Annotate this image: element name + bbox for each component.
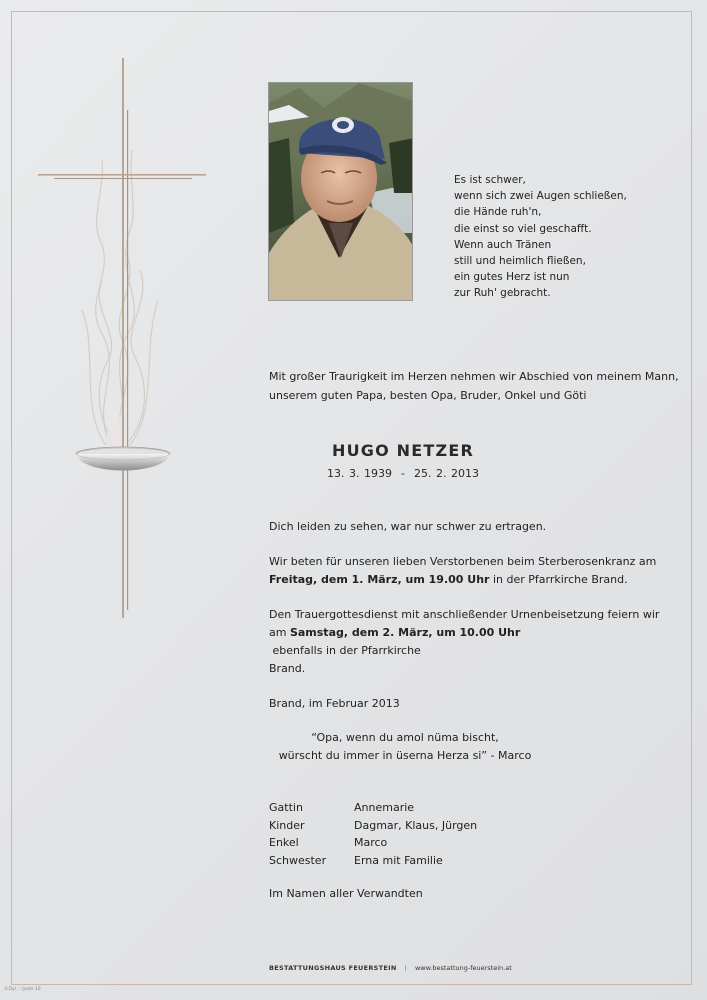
intro-line: unserem guten Papa, besten Opa, Bruder, Onkel und Göti [269,389,587,402]
relative-names: Marco [354,836,388,849]
place-date-text: Brand, im Februar 2013 [269,697,400,710]
relative-role: Enkel [269,836,299,849]
poem-line: die Hände ruh'n, [454,206,542,219]
paragraph-funeral [269,606,669,678]
paragraph-text: Wir beten für unseren lieben Verstorbenen beim Sterberosenkranz am [269,555,657,568]
funeral-home-url[interactable]: www.bestattung-feuerstein.at [414,964,512,972]
quote-line: würscht du immer in üserna Herza si” - Marco [278,749,532,762]
life-dates: 13. 3. 1939 - 25. 2. 2013 [327,467,479,480]
footer [269,964,512,972]
funeral-date: Samstag, dem 2. März, um 10.00 Uhr [289,626,521,639]
place-date [269,695,669,713]
paragraph-text: Brand. [269,662,306,675]
poem [454,172,627,302]
relative-names: Annemarie [354,801,415,814]
relative-role: Gattin [269,801,303,814]
relative-row [269,799,477,817]
relative-names: Erna mit Familie [354,853,443,867]
corner-note: ©Dyl. – Juste 10 [4,987,41,992]
cross-with-flame-icon [30,50,220,630]
relative-row [269,852,477,870]
footer-separator: | [404,964,407,972]
deceased-name: HUGO NETZER [332,441,474,460]
relatives-list [269,799,477,869]
relative-row [269,834,477,852]
paragraph-text: Dich leiden zu sehen, war nur schwer zu ertragen. [269,520,547,533]
funeral-home-name: BESTATTUNGSHAUS FEUERSTEIN [269,964,397,972]
intro-line: Mit großer Traurigkeit im Herzen nehmen wir Abschied von meinem Mann, [269,370,679,383]
portrait-photo [268,82,413,301]
poem-line: Wenn auch Tränen [454,238,552,251]
relative-names: Dagmar, Klaus, Jürgen [354,818,478,832]
paragraph-text: am [269,626,290,639]
paragraph-rosary [269,553,669,589]
poem-line: Es ist schwer, [454,174,526,186]
grandchild-quote [205,729,605,765]
relative-role: Kinder [269,818,305,832]
paragraph-suffering [269,518,669,536]
quote-line: “Opa, wenn du amol nüma bischt, [311,731,499,744]
paragraph-text: in der Pfarrkirche Brand. [489,573,628,586]
relative-role: Schwester [269,853,327,867]
announcement-body [269,518,669,730]
poem-line: wenn sich zwei Augen schließen, [454,190,627,203]
rosary-date: Freitag, dem 1. März, um 19.00 Uhr [269,573,490,586]
poem-line: ein gutes Herz ist nun [454,271,570,284]
poem-line: die einst so viel geschafft. [454,222,592,235]
paragraph-text: ebenfalls in der Pfarrkirche [269,644,421,657]
relative-row [269,817,477,835]
intro-text [269,367,679,405]
poem-line: zur Ruh' gebracht. [454,287,551,300]
paragraph-text: Den Trauergottesdienst mit anschließender Urnenbeisetzung feiern wir [269,608,660,621]
poem-line: still und heimlich fließen, [454,255,586,268]
closing-signature: Im Namen aller Verwandten [269,887,423,900]
